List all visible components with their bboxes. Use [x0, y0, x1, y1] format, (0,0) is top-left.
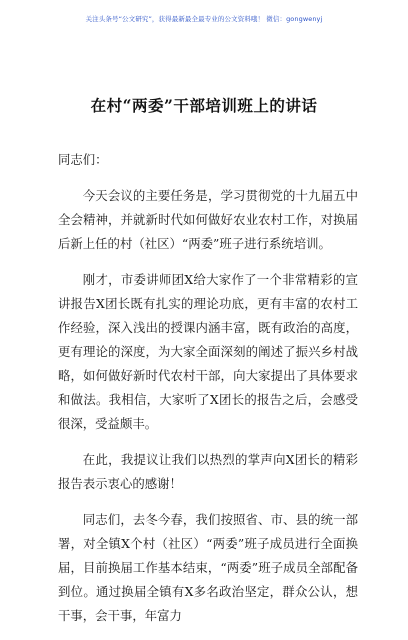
paragraph-4: 同志们，去冬今春，我们按照省、市、县的统一部署，对全镇X个村（社区）“两委”班子成员进行全面换届，目前换届工作基本结束，“两委”班子成员全部配备到位。通过换届全镇有X多名政治坚定，群众公认，想干事，会干事，年富力 — [58, 512, 358, 623]
paragraph-1: 今天会议的主要任务是，学习贯彻党的十九届五中全会精神，并就新时代如何做好农业农村工作，对换届后新上任的村（社区）“两委”班子进行系统培训。 — [58, 188, 358, 251]
paragraph-3: 在此，我提议让我们以热烈的掌声向X团长的精彩报告表示衷心的感谢！ — [58, 452, 358, 491]
paragraph-2: 刚才，市委讲师团X给大家作了一个非常精彩的宣讲报告X团长既有扎实的理论功底，更有丰富的农村工作经验，深入浅出的授课内涵丰富，既有政治的高度，更有理论的深度，为大家全面深刻的阐述了振兴乡村战略，如何做好新时代农村干部，向大家提出了具体要求和做法。我相信，大家听了X团长的报告之后，会感受很深，受益颇丰。 — [58, 272, 358, 431]
document-body — [58, 148, 358, 640]
salutation: 同志们： — [58, 152, 108, 167]
header-promo-note: 关注头条号“公文研究”，获得最新最全最专业的公文资料哦！ 微信：gongwenyj — [85, 15, 323, 23]
document-title: 在村“两委”干部培训班上的讲话 — [90, 96, 318, 115]
